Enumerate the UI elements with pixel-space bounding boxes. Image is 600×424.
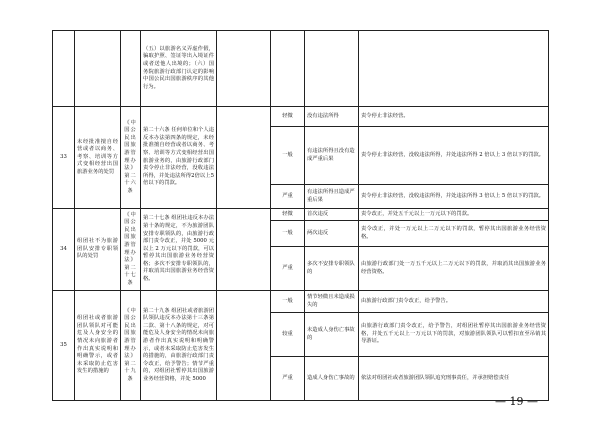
item-number-cell (53, 31, 75, 107)
item-description-cell (75, 31, 121, 107)
legal-basis-cell: 《中国公民出国旅游管理办法》第二十九条 (121, 291, 141, 401)
item-number-cell: 33 (53, 107, 75, 209)
scenario-cell: 多次不安排专职领队的 (305, 247, 359, 291)
penalty-discretion-table (52, 30, 549, 401)
penalty-cell: 由旅游行政部门责令改正，给予警告。 (359, 291, 549, 313)
level-cell: 一般 (271, 127, 305, 185)
penalty-cell: 责令改正，并处一万元以上二万元以下的罚款，暂停其出国旅游业务经营资格。 (359, 221, 549, 247)
level-cell: 一般 (271, 291, 305, 313)
table-row (53, 31, 549, 107)
level-cell: 较重 (271, 313, 305, 357)
level-cell: 轻微 (271, 209, 305, 221)
item-description-cell: 组团社或者旅游团队领队对可能危及人身安全的情况未向旅游者作出真实说明和明确警示，或者未采取防止危害发生的措施的 (75, 291, 121, 401)
level-cell: 轻微 (271, 107, 305, 127)
level-cell: 严重 (271, 357, 305, 401)
legal-basis-cell (121, 31, 141, 107)
level-cell: 严重 (271, 185, 305, 209)
scenario-cell (305, 31, 359, 107)
penalty-cell: 依法对组团社或者旅游团队领队追究刑事责任，并承担赔偿责任 (359, 357, 549, 401)
provision-text-cell: （五）以旅游名义弄虚作假，骗取护照、签证等出入境证件或者送他人出境的；（六）国务院旅游行政部门认定的影响中国公民出国旅游秩序的其他行为。 (141, 31, 217, 107)
scenario-cell: 未造成人身伤亡事故的 (305, 313, 359, 357)
level-cell: 严重 (271, 247, 305, 291)
penalty-cell (359, 31, 549, 107)
provision-text-cell: 第二十六条 任何单位和个人违反本办法第四条的规定，未经批准擅自经营或者以商务、考察、培训等方式变相经营出国旅游业务的，由旅游行政部门责令停止非法经营，没收违法所得，并处违法所得2倍以上5倍以下的罚款。 (141, 107, 217, 209)
penalty-cell: 由旅游行政部门责令改正，给予警告，对组团社暂停其出国旅游业务经营资格，并处五千元以上一万元以下的罚款，对旅游团队领队可以暂扣直至吊销其导游证。 (359, 313, 549, 357)
scenario-cell: 有违法所得且没有造成严重后果 (305, 127, 359, 185)
table-row (53, 107, 549, 127)
blank-cell (217, 107, 271, 209)
item-description-cell: 组团社不为旅游团队安排专职领队的处罚 (75, 209, 121, 291)
penalty-cell: 责令停止非法经营，没收违法所得，并处违法所得 2 倍以上 3 倍以下的罚款。 (359, 127, 549, 185)
table-row (53, 291, 549, 313)
blank-cell (217, 209, 271, 291)
scenario-cell: 造成人身伤亡事故的 (305, 357, 359, 401)
item-number-cell: 35 (53, 291, 75, 401)
penalty-cell: 责令停止非法经营，没收违法所得，并处违法所得 3 倍以上 5 倍以下的罚款。 (359, 185, 549, 209)
blank-cell (217, 31, 271, 107)
level-cell (271, 31, 305, 107)
scenario-cell: 首次违反 (305, 209, 359, 221)
blank-cell (217, 291, 271, 401)
page-number: — 19 — (495, 395, 538, 408)
item-number-cell: 34 (53, 209, 75, 291)
penalty-cell: 由旅游行政部门处一万五千元以上二万元以下的罚款，并取消其出国旅游业务经营资格。 (359, 247, 549, 291)
level-cell: 一般 (271, 221, 305, 247)
scenario-cell: 没有违法所得 (305, 107, 359, 127)
item-description-cell: 未经批准擅自经营或者以商务、考察、培训等方式变相经营出国旅游业务的处罚 (75, 107, 121, 209)
scenario-cell: 情节轻微且未造成损失的 (305, 291, 359, 313)
legal-basis-cell: 《中国公民出国旅游管理办法》第二十六条 (121, 107, 141, 209)
penalty-cell: 责令停止非法经营。 (359, 107, 549, 127)
provision-text-cell: 第二十九条 组团社或者旅游团队领队违反本办法第十三条第二款、第十八条的规定，对可能危及人身安全的情况未向旅游者作出真实说明和明确警示，或者未采取防止危害发生的措施的，由旅游行政部门责令改正，给予警告；情节严重的，对组团社暂停其出国旅游业务经营资格，并处 5000 (141, 291, 217, 401)
scenario-cell: 两次违反 (305, 221, 359, 247)
penalty-cell: 责令改正，并处五千元以上一万元以下的罚款。 (359, 209, 549, 221)
legal-basis-cell: 《中国公民出国旅游管理办法》第二十七条 (121, 209, 141, 291)
provision-text-cell: 第二十七条 组团社违反本办法第十条的规定，不为旅游团队安排专职领队的，由旅游行政部门责令改正，并处 5000 元以上 2 万元以下的罚款，可以暂停其出国旅游业务经营资格；多次不安排专职领队的，并取消其出国旅游业务经营资格。 (141, 209, 217, 291)
scenario-cell: 有违法所得且造成严重后果 (305, 185, 359, 209)
table-row (53, 209, 549, 221)
